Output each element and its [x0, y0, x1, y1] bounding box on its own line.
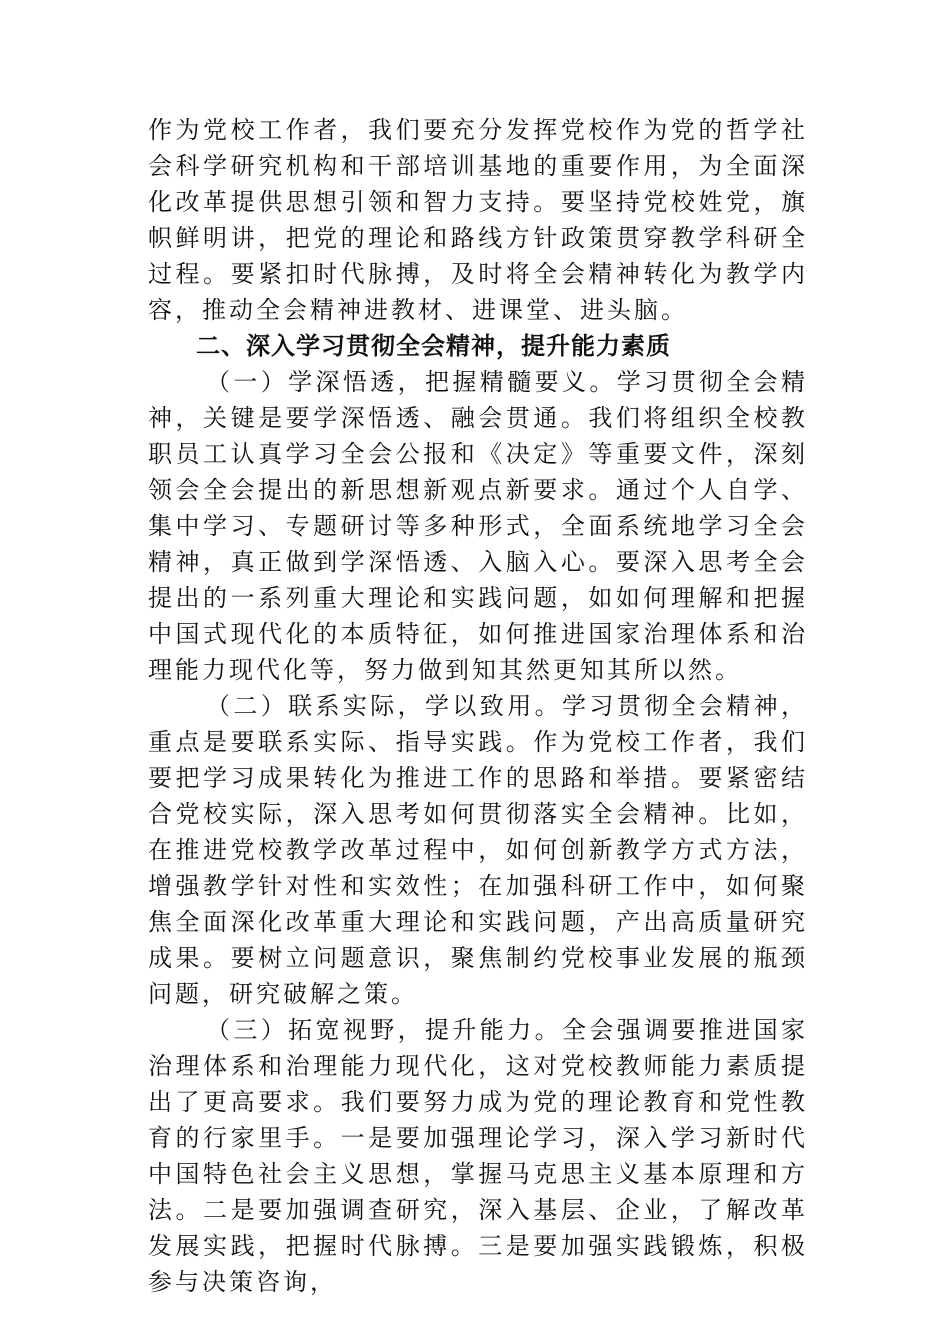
- paragraph-point-2: （二）联系实际，学以致用。学习贯彻全会精神，重点是要联系实际、指导实践。作为党校工作者，我们要把学习成果转化为推进工作的思路和举措。要紧密结合党校实际，深入思考如何贯彻落实全会精神。比如，在推进党校教学改革过程中，如何创新教学方式方法，增强教学针对性和实效性；在加强科研工作中，如何聚焦全面深化改革重大理论和实践问题，产出高质量研究成果。要树立问题意识，聚焦制约党校事业发展的瓶颈问题，研究破解之策。: [148, 692, 808, 1008]
- paragraph-intro: 作为党校工作者，我们要充分发挥党校作为党的哲学社会科学研究机构和干部培训基地的重要作用，为全面深化改革提供思想引领和智力支持。要坚持党校姓党，旗帜鲜明讲，把党的理论和路线方针政策贯穿教学科研全过程。要紧扣时代脉搏，及时将全会精神转化为教学内容，推动全会精神进教材、进课堂、进头脑。: [148, 116, 808, 324]
- document-page: [148, 112, 808, 1300]
- paragraph-point-1: （一）学深悟透，把握精髓要义。学习贯彻全会精神，关键是要学深悟透、融会贯通。我们将组织全校教职员工认真学习全会公报和《决定》等重要文件，深刻领会全会提出的新思想新观点新要求。通过个人自学、集中学习、专题研讨等多种形式，全面系统地学习全会精神，真正做到学深悟透、入脑入心。要深入思考全会提出的一系列重大理论和实践问题，如如何理解和把握中国式现代化的本质特征，如何推进国家治理体系和治理能力现代化等，努力做到知其然更知其所以然。: [148, 368, 808, 684]
- paragraph-point-3: （三）拓宽视野，提升能力。全会强调要推进国家治理体系和治理能力现代化，这对党校教师能力素质提出了更高要求。我们要努力成为党的理论教育和党性教育的行家里手。一是要加强理论学习，深入学习新时代中国特色社会主义思想，掌握马克思主义基本原理和方法。二是要加强调查研究，深入基层、企业，了解改革发展实践，把握时代脉搏。三是要加强实践锻炼，积极参与决策咨询，: [148, 1016, 808, 1296]
- section-heading: 二、深入学习贯彻全会精神，提升能力素质: [196, 332, 671, 360]
